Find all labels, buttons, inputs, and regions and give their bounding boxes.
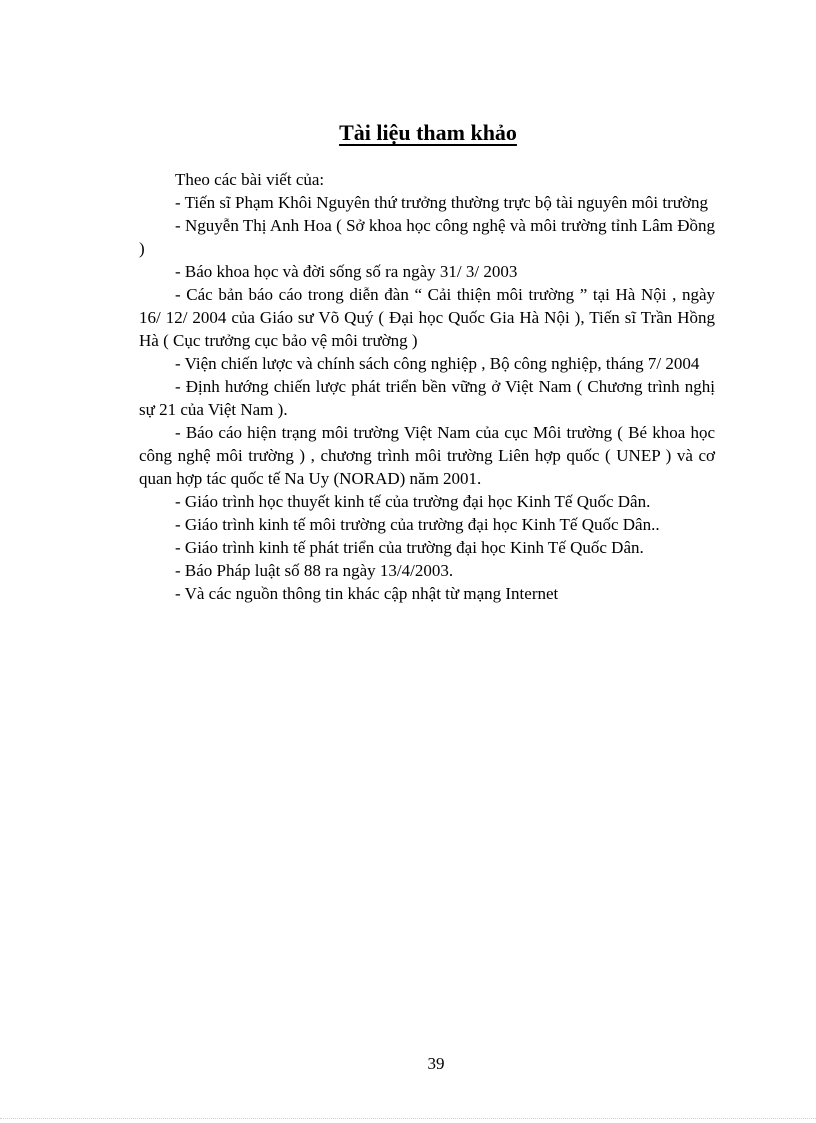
intro-line: Theo các bài viết của: (175, 170, 325, 189)
reference-item: - Báo Pháp luật số 88 ra ngày 13/4/2003. (175, 561, 454, 580)
reference-item: - Giáo trình kinh tế môi trường của trường đại học Kinh Tế Quốc Dân.. (175, 515, 660, 534)
page-bottom-divider (0, 1118, 816, 1119)
reference-item: - Và các nguồn thông tin khác cập nhật từ mạng Internet (175, 584, 559, 603)
reference-item: - Báo khoa học và đời sống số ra ngày 31/ 3/ 2003 (175, 262, 518, 281)
reference-item: - Báo cáo hiện trạng môi trường Việt Nam của cục Môi trường ( Bé khoa học công nghệ môi trường ) , chương trình môi trường Liên hợp quốc ( UNEP ) và cơ quan hợp tác quốc tế Na Uy (NORAD) năm 2001. (139, 423, 715, 488)
page-title-text: Tài liệu tham khảo (339, 120, 517, 145)
reference-list (139, 168, 715, 605)
reference-item: - Tiến sĩ Phạm Khôi Nguyên thứ trưởng thường trực bộ tài nguyên môi trường (175, 193, 708, 212)
page-number: 39 (427, 1054, 445, 1073)
reference-item: - Giáo trình học thuyết kinh tế của trường đại học Kinh Tế Quốc Dân. (175, 492, 651, 511)
reference-item: - Viện chiến lược và chính sách công nghiệp , Bộ công nghiệp, tháng 7/ 2004 (175, 354, 700, 373)
reference-item: - Định hướng chiến lược phát triển bền vững ở Việt Nam ( Chương trình nghị sự 21 của Việt Nam ). (139, 377, 715, 419)
reference-item: - Nguyễn Thị Anh Hoa ( Sở khoa học công nghệ và môi trường tỉnh Lâm Đồng ) (139, 216, 715, 258)
reference-item: - Các bản báo cáo trong diễn đàn “ Cải thiện môi trường ” tại Hà Nội , ngày 16/ 12/ 2004 của Giáo sư Võ Quý ( Đại học Quốc Gia Hà Nội ), Tiến sĩ Trần Hồng Hà ( Cục trưởng cục bảo vệ môi trường ) (139, 285, 715, 350)
reference-item: - Giáo trình kinh tế phát triển của trường đại học Kinh Tế Quốc Dân. (175, 538, 644, 557)
page-title (0, 120, 816, 146)
